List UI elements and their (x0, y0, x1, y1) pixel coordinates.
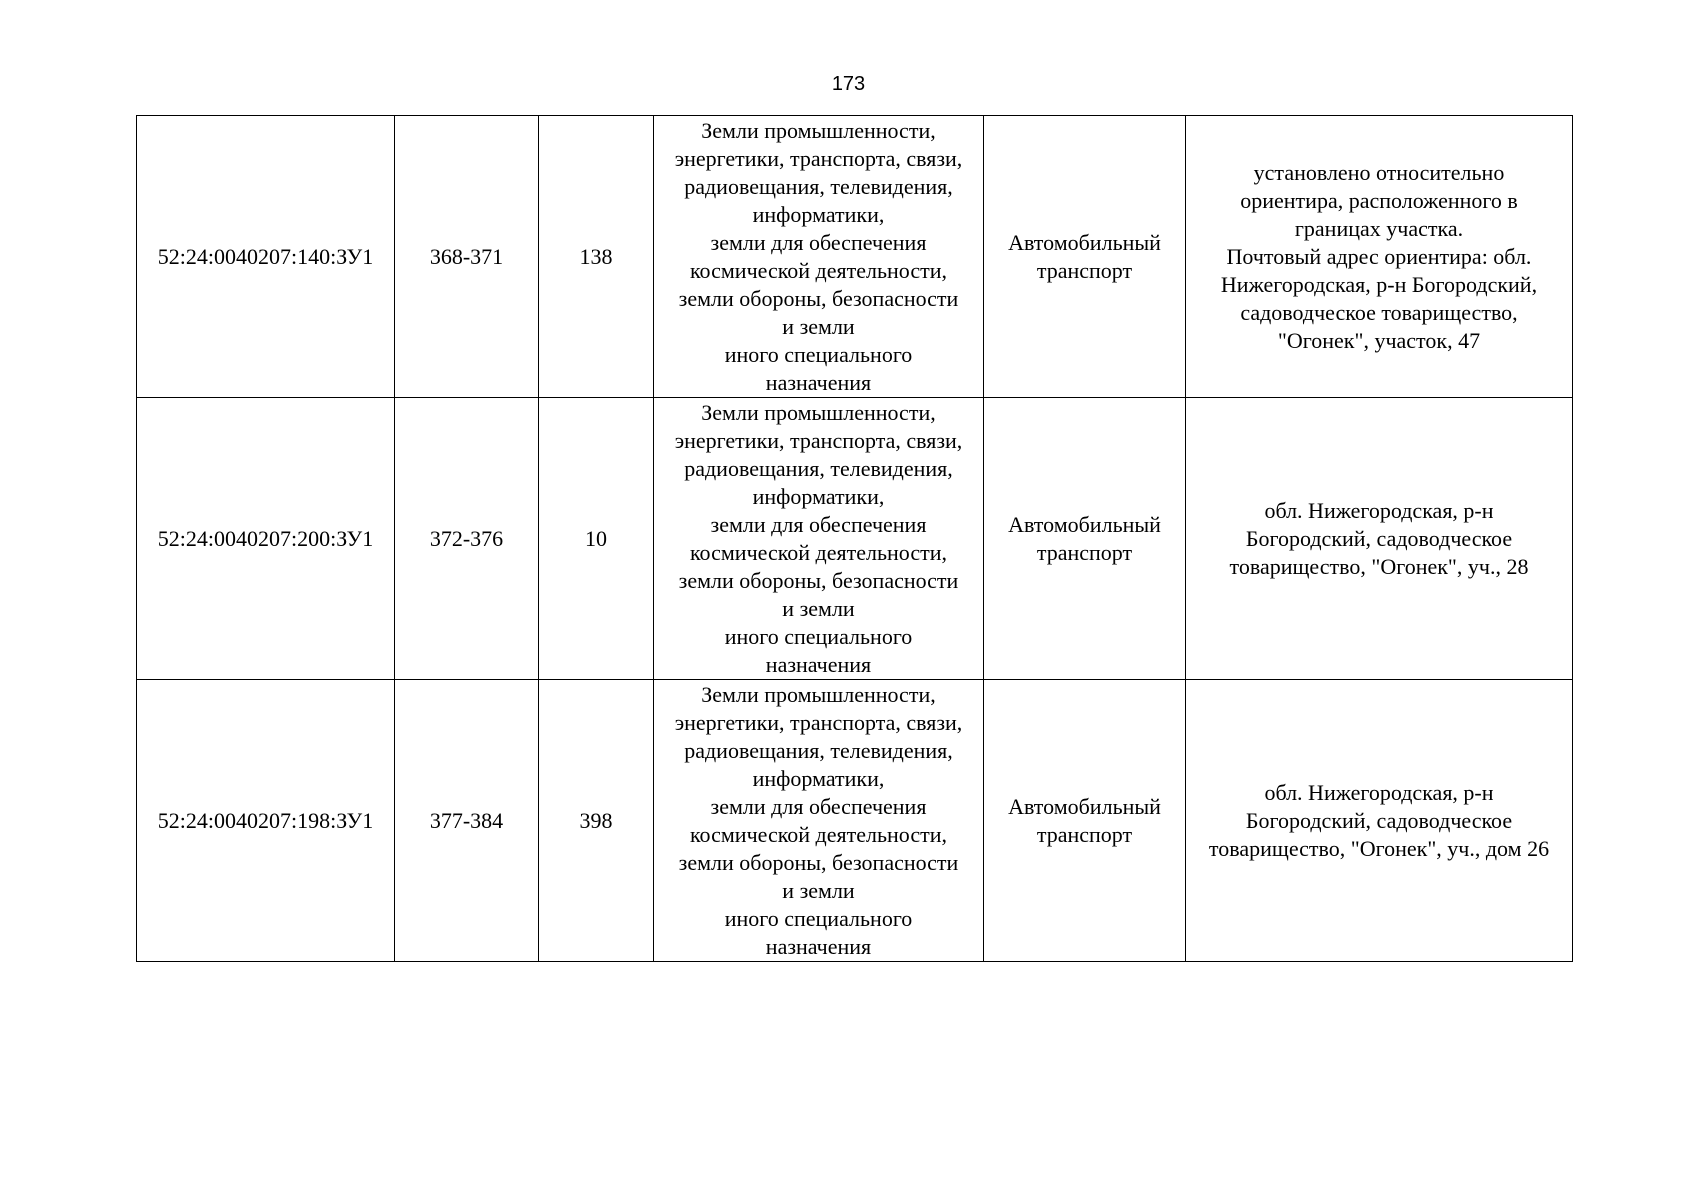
area-cell: 398 (539, 680, 654, 962)
area-cell: 138 (539, 116, 654, 398)
table-row (137, 398, 1573, 680)
cadastral-number-cell: 52:24:0040207:200:ЗУ1 (137, 398, 395, 680)
land-plots-table (136, 115, 1573, 962)
address-cell: обл. Нижегородская, р-н Богородский, садоводческое товарищество, "Огонек", уч., дом 26 (1186, 680, 1573, 962)
table-row (137, 116, 1573, 398)
cadastral-number-cell: 52:24:0040207:198:ЗУ1 (137, 680, 395, 962)
points-cell: 377-384 (395, 680, 539, 962)
page-number: 173 (831, 73, 866, 95)
points-cell: 372-376 (395, 398, 539, 680)
address-cell: обл. Нижегородская, р-н Богородский, садоводческое товарищество, "Огонек", уч., 28 (1186, 398, 1573, 680)
permitted-use-cell: Автомобильный транспорт (984, 680, 1186, 962)
permitted-use-cell: Автомобильный транспорт (984, 398, 1186, 680)
area-cell: 10 (539, 398, 654, 680)
land-category-cell: Земли промышленности, энергетики, транспорта, связи, радиовещания, телевидения, информатики, земли для обеспечения космической деятельности, земли обороны, безопасности и земли иного специального назначения (654, 680, 984, 962)
address-cell: установлено относительно ориентира, расположенного в границах участка. Почтовый адрес ориентира: обл. Нижегородская, р-н Богородский, садоводческое товарищество, "Огонек", участок, 47 (1186, 116, 1573, 398)
land-category-cell: Земли промышленности, энергетики, транспорта, связи, радиовещания, телевидения, информатики, земли для обеспечения космической деятельности, земли обороны, безопасности и земли иного специального назначения (654, 398, 984, 680)
table-row (137, 680, 1573, 962)
permitted-use-cell: Автомобильный транспорт (984, 116, 1186, 398)
land-category-cell: Земли промышленности, энергетики, транспорта, связи, радиовещания, телевидения, информатики, земли для обеспечения космической деятельности, земли обороны, безопасности и земли иного специального назначения (654, 116, 984, 398)
points-cell: 368-371 (395, 116, 539, 398)
cadastral-number-cell: 52:24:0040207:140:ЗУ1 (137, 116, 395, 398)
